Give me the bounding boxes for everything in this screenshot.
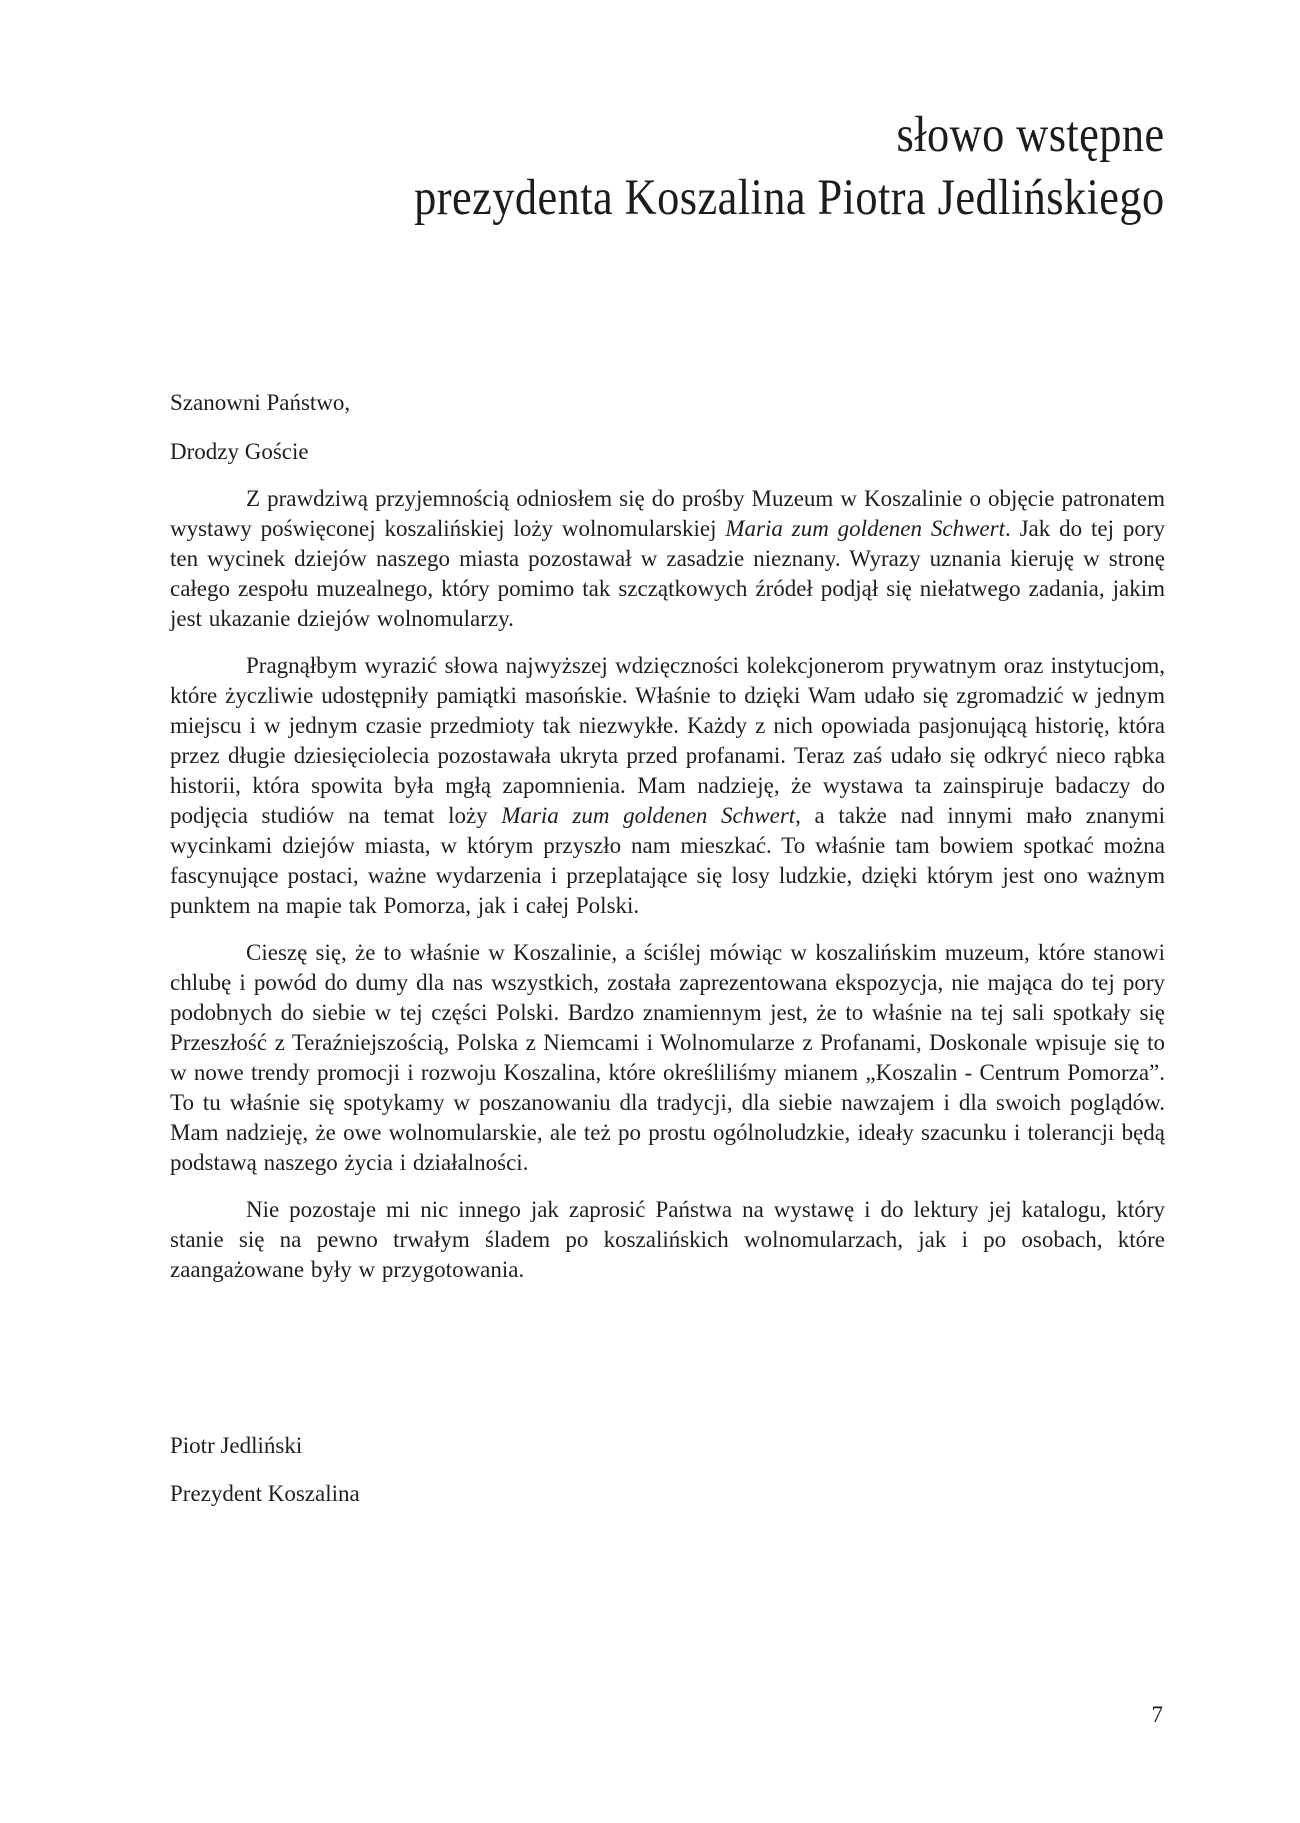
signature-block: [170, 1431, 360, 1509]
page-title-line1: słowo wstępne: [896, 107, 1165, 163]
paragraph: [170, 651, 1165, 921]
signature-title: Prezydent Koszalina: [170, 1481, 360, 1506]
text-run: , a także nad innymi mało znanymi wycinkami dziejów miasta, w którym przyszło nam mieszkać. To właśnie tam bowiem spotkać można fascynujące postaci, ważne wydarzenia i przeplatające się losy ludzkie, dzięki którym jest ono ważnym punktem na mapie tak Pomorza, jak i całej Polski.: [170, 803, 1165, 918]
page-number: 7: [1151, 1702, 1163, 1727]
text-run: Cieszę się, że to właśnie w Koszalinie, a ściślej mówiąc w koszalińskim muzeum, które stanowi chlubę i powód do dumy dla nas wszystkich, została zaprezentowana ekspozycja, nie mająca do tej pory podobnych do siebie w tej części Polski. Bardzo znamiennym jest, że to właśnie na tej sali spotkały się Przeszłość z Teraźniejszością, Polska z Niemcami i Wolnomularze z Profanami, Doskonale wpisuje się to w nowe trendy promocji i rozwoju Koszalina, które określiliśmy mianem „Koszalin - Centrum Pomorza”. To tu właśnie się spotykamy w poszanowaniu dla tradycji, dla siebie nawzajem i dla swoich poglądów. Mam nadzieję, że owe wolnomularskie, ale też po prostu ogólnoludzkie, ideały szacunku i tolerancji będą podstawą naszego życia i działalności.: [170, 940, 1165, 1175]
lodge-name-italic: Maria zum goldenen Schwert: [501, 803, 796, 828]
paragraph: [170, 484, 1165, 634]
text-run: Pragnąłbym wyrazić słowa najwyższej wdzięczności kolekcjonerom prywatnym oraz instytucjom, które życzliwie udostępniły pamiątki masońskie. Właśnie to dzięki Wam udało się zgromadzić w jednym miejscu i w jednym czasie przedmioty tak niezwykłe. Każdy z nich opowiada pasjonującą historię, która przez długie dziesięciolecia pozostawała ukryta przed profanami. Teraz zaś udało się odkryć nieco rąbka historii, która spowita była mgłą zapomnienia. Mam nadzieję, że wystawa ta zainspiruje badaczy do podjęcia studiów na temat loży: [170, 653, 1165, 828]
lodge-name-italic: Maria zum goldenen Schwert: [725, 516, 1005, 541]
signature-name: Piotr Jedliński: [170, 1433, 303, 1458]
salutation-line2: Drodzy Goście: [170, 439, 309, 464]
text-run: . Jak do tej pory ten wycinek dziejów naszego miasta pozostawał w zasadzie nieznany. Wyrazy uznania kieruję w stronę całego zespołu muzealnego, który pomimo tak szczątkowych źródeł podjął się niełatwego zadania, jakim jest ukazanie dziejów wolnomularzy.: [170, 516, 1166, 631]
paragraph: [170, 1195, 1165, 1285]
paragraph: [170, 938, 1165, 1178]
page-title: [414, 104, 1165, 230]
salutation-line1: Szanowni Państwo,: [170, 390, 351, 415]
text-run: Nie pozostaje mi nic innego jak zaprosić Państwa na wystawę i do lektury jej katalogu, który stanie się na pewno trwałym śladem po koszalińskich wolnomularzach, jak i po osobach, które zaangażowane były w przygotowania.: [170, 1197, 1165, 1282]
page-title-line2: prezydenta Koszalina Piotra Jedlińskiego: [414, 170, 1165, 226]
letter-body: [170, 484, 1165, 1302]
text-run: Z prawdziwą przyjemnością odniosłem się do prośby Muzeum w Koszalinie o objęcie patronatem wystawy poświęconej koszalińskiej loży wolnomularskiej: [170, 486, 1165, 541]
